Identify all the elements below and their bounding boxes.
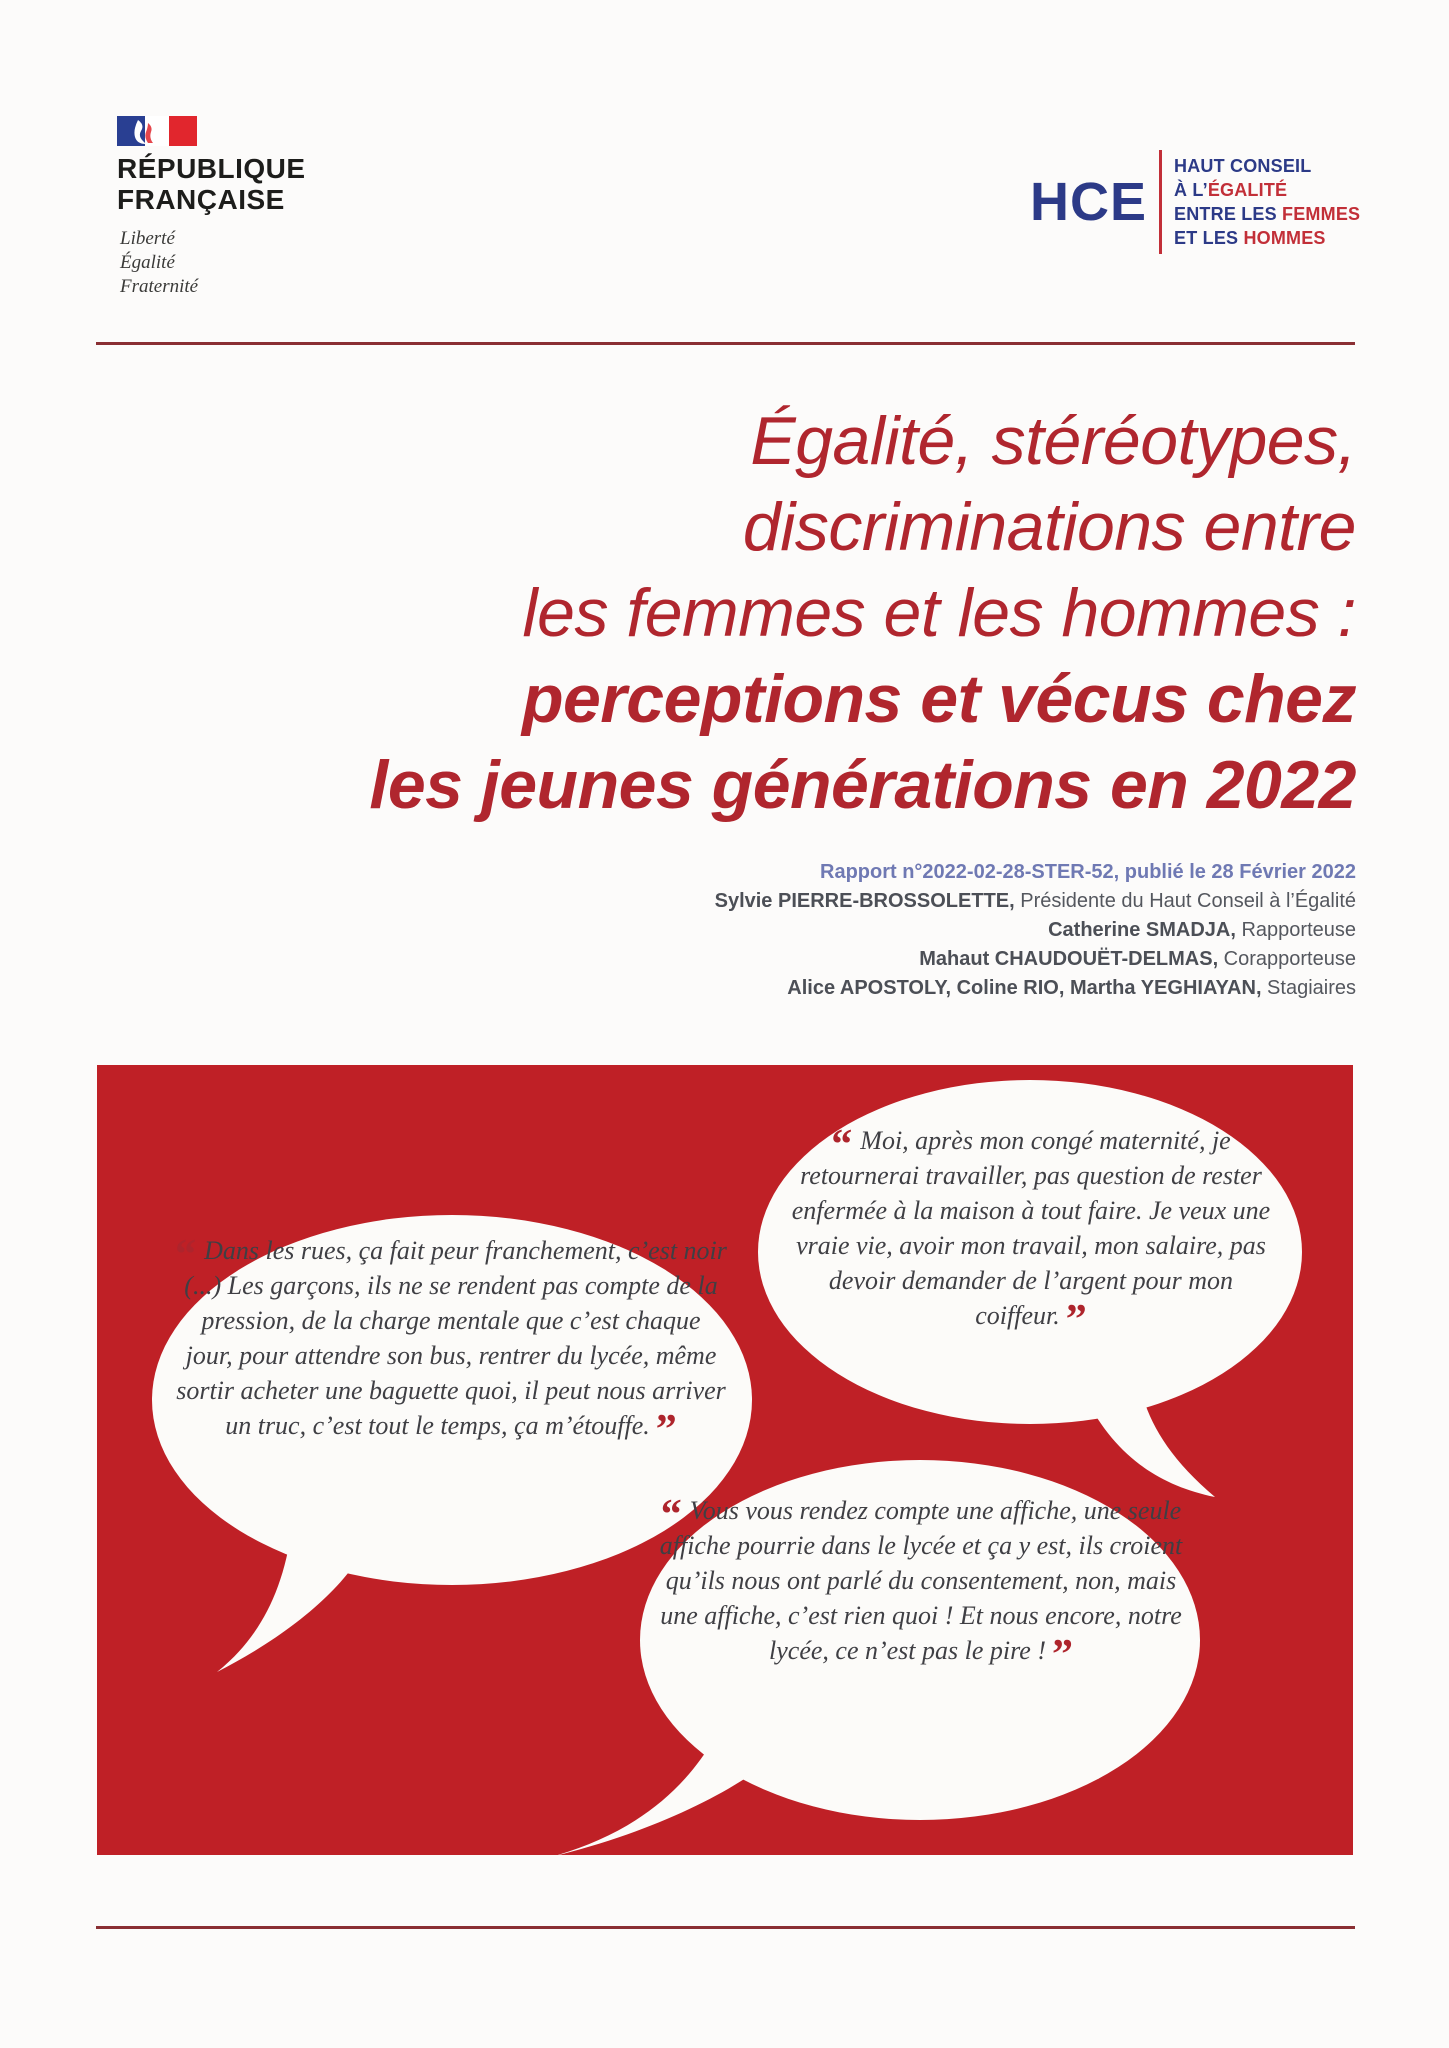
quote-top-right-text: Moi, après mon congé maternité, je retournerai travailler, pas question de rester enfermée à la maison à tout faire. Je veux une vraie vie, avoir mon travail, mon salaire, pas devoir demander de l’argent pour mon coiffeur. bbox=[791, 1126, 1271, 1330]
title-line-3: les femmes et les hommes : bbox=[522, 575, 1356, 651]
brand-line-2: FRANÇAISE bbox=[117, 184, 285, 215]
open-quote-icon: “ bbox=[175, 1232, 197, 1278]
motto-egalite: Égalité bbox=[120, 252, 175, 273]
motto-liberte: Liberté bbox=[120, 228, 175, 249]
bottom-divider-rule bbox=[96, 1926, 1355, 1929]
title-line-1: Égalité, stéréotypes, bbox=[750, 403, 1356, 479]
hce-wordmark bbox=[1174, 154, 1360, 250]
author-line: Sylvie PIERRE-BROSSOLETTE, Présidente du Haut Conseil à l’Égalité bbox=[714, 890, 1356, 912]
close-quote-icon: ” bbox=[655, 1407, 677, 1453]
french-flag-icon bbox=[117, 116, 197, 146]
author-line: Mahaut CHAUDOUËT-DELMAS, Corapporteuse bbox=[919, 948, 1356, 970]
hce-acronym: HCE bbox=[1030, 172, 1148, 232]
quote-left bbox=[175, 1232, 727, 1453]
top-divider-rule bbox=[96, 342, 1355, 345]
close-quote-icon: ” bbox=[1051, 1632, 1073, 1678]
hce-line-2: À L’ÉGALITÉ bbox=[1174, 180, 1288, 200]
quote-top-right bbox=[775, 1122, 1287, 1343]
quote-bottom-text: Vous vous rendez compte une affiche, une seule affiche pourrie dans le lycée et ça y est, ils croient qu’ils nous ont parlé du consentement, non, mais une affiche, c’est rien quoi ! Et nous encore, notre lycée, ce n’est pas le pire ! bbox=[659, 1496, 1183, 1665]
brand-line-1: RÉPUBLIQUE bbox=[117, 153, 306, 184]
republique-francaise-logo bbox=[117, 116, 306, 299]
title-line-5: les jeunes générations en 2022 bbox=[369, 747, 1356, 823]
hce-separator-line bbox=[1159, 150, 1162, 254]
author-line: Catherine SMADJA, Rapporteuse bbox=[1048, 919, 1356, 941]
author-line: Alice APOSTOLY, Coline RIO, Martha YEGHIAYAN, Stagiaires bbox=[787, 977, 1356, 999]
report-title bbox=[369, 398, 1356, 828]
close-quote-icon: ” bbox=[1065, 1297, 1087, 1343]
motto-fraternite: Fraternité bbox=[120, 276, 199, 297]
open-quote-icon: “ bbox=[831, 1122, 853, 1168]
hce-line-1: HAUT CONSEIL bbox=[1174, 156, 1312, 176]
hce-line-3: ENTRE LES FEMMES bbox=[1174, 204, 1361, 224]
hce-logo bbox=[1030, 150, 1360, 254]
report-reference: Rapport n°2022-02-28-STER-52, publié le 28 Février 2022 bbox=[820, 861, 1356, 883]
republique-brand-text bbox=[117, 153, 306, 215]
quote-left-text: Dans les rues, ça fait peur franchement, c’est noir (...) Les garçons, ils ne se rendent pas compte de la pression, de la charge mentale que c’est chaque jour, pour attendre son bus, rentrer du lycée, même sortir acheter une baguette quoi, il peut nous arriver un truc, c’est tout le temps, ça m’étouffe. bbox=[176, 1236, 727, 1440]
quote-bottom bbox=[655, 1492, 1187, 1678]
open-quote-icon: “ bbox=[660, 1492, 682, 1538]
republique-motto bbox=[120, 227, 306, 299]
title-line-4: perceptions et vécus chez bbox=[521, 661, 1356, 737]
title-line-2: discriminations entre bbox=[742, 489, 1356, 565]
report-metadata bbox=[715, 858, 1356, 1003]
hce-line-4: ET LES HOMMES bbox=[1174, 228, 1326, 248]
quotes-panel bbox=[97, 1065, 1353, 1855]
